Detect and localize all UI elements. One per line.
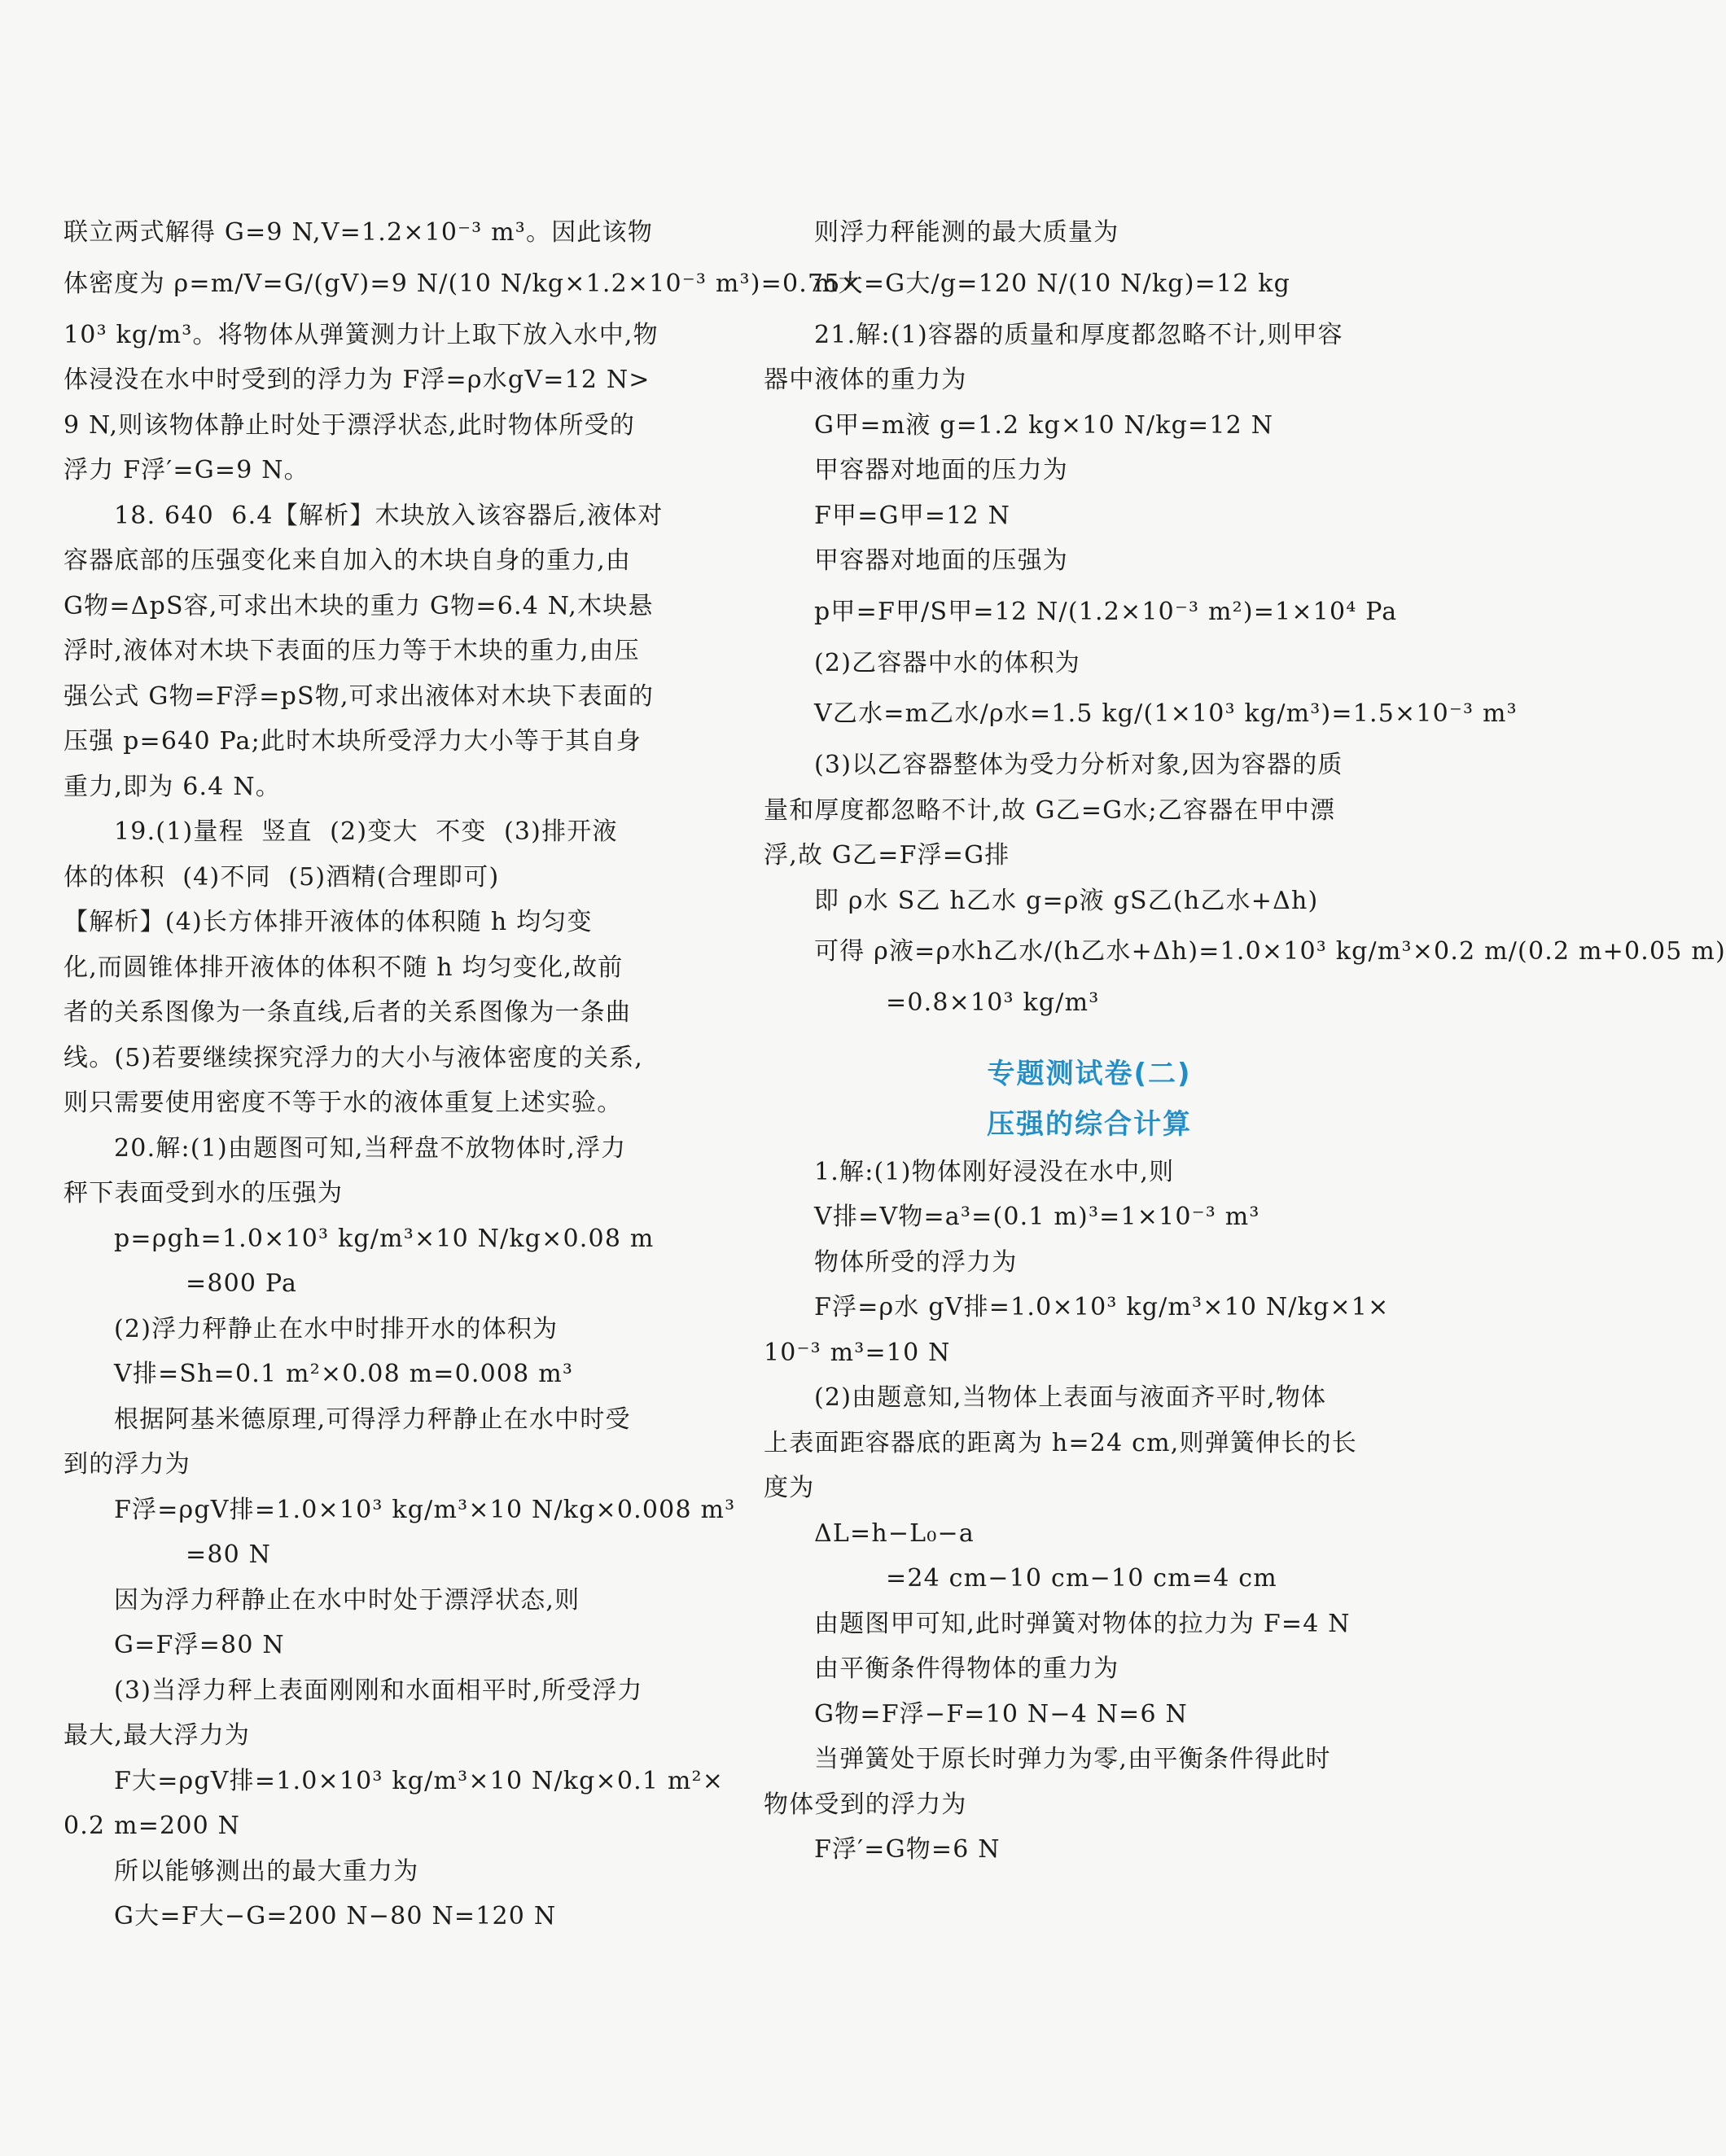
formula-line: 10⁻³ m³=10 N — [764, 1338, 951, 1367]
text-line: 容器底部的压强变化来自加入的木块自身的重力,由 — [64, 546, 632, 575]
text-line: 10³ kg/m³。将物体从弹簧测力计上取下放入水中,物 — [64, 320, 659, 349]
text-line: (3)以乙容器整体为受力分析对象,因为容器的质 — [814, 751, 1343, 779]
formula-line: V排=V物=a³=(0.1 m)³=1×10⁻³ m³ — [814, 1203, 1260, 1231]
text-line: 器中液体的重力为 — [764, 366, 967, 394]
text-line: 重力,即为 6.4 N。 — [64, 772, 281, 801]
text-line: (2)由题意知,当物体上表面与液面齐平时,物体 — [814, 1383, 1327, 1412]
text-line: 甲容器对地面的压力为 — [814, 456, 1068, 484]
formula-line: V乙水=m乙水/ρ水=1.5 kg/(1×10³ kg/m³)=1.5×10⁻³ m³ — [814, 699, 1518, 728]
text-line: G物=ΔpS容,可求出木块的重力 G物=6.4 N,木块悬 — [64, 591, 654, 620]
formula-line: 即 ρ水 S乙 h乙水 g=ρ液 gS乙(h乙水+Δh) — [814, 886, 1319, 915]
text-line: 体浸没在水中时受到的浮力为 F浮=ρ水gV=12 N> — [64, 366, 651, 394]
formula-line: p甲=F甲/S甲=12 N/(1.2×10⁻³ m²)=1×10⁴ Pa — [814, 597, 1398, 626]
text-line: 浮力 F浮′=G=9 N。 — [64, 456, 309, 484]
text-line: 19.(1)量程 竖直 (2)变大 不变 (3)排开液 — [114, 817, 618, 846]
text-line: 压强 p=640 Pa;此时木块所受浮力大小等于其自身 — [64, 727, 642, 756]
formula-line: V排=Sh=0.1 m²×0.08 m=0.008 m³ — [114, 1360, 574, 1388]
text-line: 浮时,液体对木块下表面的压力等于木块的重力,由压 — [64, 637, 640, 665]
formula-line: G=F浮=80 N — [114, 1631, 285, 1659]
text-line: (2)浮力秤静止在水中时排开水的体积为 — [114, 1314, 559, 1343]
text-line: 体密度为 ρ=m/V=G/(gV)=9 N/(10 N/kg×1.2×10⁻³ m³)=0.75× — [64, 269, 862, 298]
formula-line: p=ρgh=1.0×10³ kg/m³×10 N/kg×0.08 m — [114, 1224, 655, 1253]
text-line: 由题图甲可知,此时弹簧对物体的拉力为 F=4 N — [814, 1609, 1351, 1638]
formula-line: G大=F大−G=200 N−80 N=120 N — [114, 1902, 557, 1930]
formula-line: =24 cm−10 cm−10 cm=4 cm — [886, 1564, 1277, 1593]
text-line: 者的关系图像为一条直线,后者的关系图像为一条曲 — [64, 998, 632, 1027]
text-line: 9 N,则该物体静止时处于漂浮状态,此时物体所受的 — [64, 410, 636, 440]
text-line: 秤下表面受到水的压强为 — [64, 1179, 344, 1207]
text-line: 20.解:(1)由题图可知,当秤盘不放物体时,浮力 — [114, 1133, 627, 1163]
formula-line: F浮=ρ水 gV排=1.0×10³ kg/m³×10 N/kg×1× — [814, 1293, 1390, 1321]
section-title: 专题测试卷(二) — [987, 1057, 1192, 1090]
formula-line: =80 N — [186, 1540, 272, 1569]
formula-line: m大=G大/g=120 N/(10 N/kg)=12 kg — [814, 269, 1291, 298]
section-subtitle: 压强的综合计算 — [987, 1107, 1192, 1141]
formula-line: F浮′=G物=6 N — [814, 1835, 1001, 1864]
text-line: 则浮力秤能测的最大质量为 — [814, 218, 1119, 247]
text-line: 因为浮力秤静止在水中时处于漂浮状态,则 — [114, 1585, 580, 1615]
text-line: (3)当浮力秤上表面刚刚和水面相平时,所受浮力 — [114, 1676, 643, 1705]
text-line: 量和厚度都忽略不计,故 G乙=G水;乙容器在甲中漂 — [764, 795, 1336, 825]
text-line: 线。(5)若要继续探究浮力的大小与液体密度的关系, — [64, 1043, 644, 1072]
text-line: 18. 640 6.4【解析】木块放入该容器后,液体对 — [114, 501, 664, 530]
text-line: 度为 — [764, 1474, 815, 1502]
text-line: 物体所受的浮力为 — [814, 1247, 1018, 1277]
text-line: (2)乙容器中水的体积为 — [814, 648, 1080, 677]
text-line: 1.解:(1)物体刚好浸没在水中,则 — [814, 1157, 1175, 1186]
text-line: 浮,故 G乙=F浮=G排 — [764, 841, 1010, 870]
text-line: 21.解:(1)容器的质量和厚度都忽略不计,则甲容 — [814, 320, 1343, 349]
text-line: 【解析】(4)长方体排开液体的体积随 h 均匀变 — [64, 908, 593, 936]
formula-line: ΔL=h−L₀−a — [814, 1518, 975, 1548]
formula-line: G物=F浮−F=10 N−4 N=6 N — [814, 1699, 1188, 1729]
text-line: 最大,最大浮力为 — [64, 1721, 251, 1750]
text-line: 所以能够测出的最大重力为 — [114, 1856, 419, 1886]
text-line: 联立两式解得 G=9 N,V=1.2×10⁻³ m³。因此该物 — [64, 218, 654, 247]
formula-line: =800 Pa — [186, 1269, 298, 1298]
formula-line: F大=ρgV排=1.0×10³ kg/m³×10 N/kg×0.1 m²× — [114, 1766, 725, 1795]
text-line: 物体受到的浮力为 — [764, 1790, 967, 1819]
right-column — [764, 210, 1726, 1873]
text-line: 化,而圆锥体排开液体的体积不随 h 均匀变化,故前 — [64, 953, 624, 982]
text-line: 强公式 G物=F浮=pS物,可求出液体对木块下表面的 — [64, 681, 655, 711]
text-line: 到的浮力为 — [64, 1450, 191, 1479]
formula-line: G甲=m液 g=1.2 kg×10 N/kg=12 N — [814, 410, 1274, 440]
text-line: 上表面距容器底的距离为 h=24 cm,则弹簧伸长的长 — [764, 1428, 1357, 1457]
text-line: 由平衡条件得物体的重力为 — [814, 1654, 1119, 1683]
text-line: 体的体积 (4)不同 (5)酒精(合理即可) — [64, 862, 500, 892]
formula-line: 可得 ρ液=ρ水h乙水/(h乙水+Δh)=1.0×10³ kg/m³×0.2 m/(0.2 m+0.05 m) — [814, 937, 1726, 966]
text-line: 当弹簧处于原长时弹力为零,由平衡条件得此时 — [814, 1745, 1331, 1773]
text-line: 根据阿基米德原理,可得浮力秤静止在水中时受 — [114, 1404, 631, 1434]
formula-line: =0.8×10³ kg/m³ — [886, 988, 1100, 1017]
text-line: 则只需要使用密度不等于水的液体重复上述实验。 — [64, 1089, 623, 1117]
formula-line: F甲=G甲=12 N — [814, 501, 1011, 530]
formula-line: 0.2 m=200 N — [64, 1812, 241, 1840]
text-line: 甲容器对地面的压强为 — [814, 546, 1068, 575]
formula-line: F浮=ρgV排=1.0×10³ kg/m³×10 N/kg×0.008 m³ — [114, 1495, 736, 1524]
